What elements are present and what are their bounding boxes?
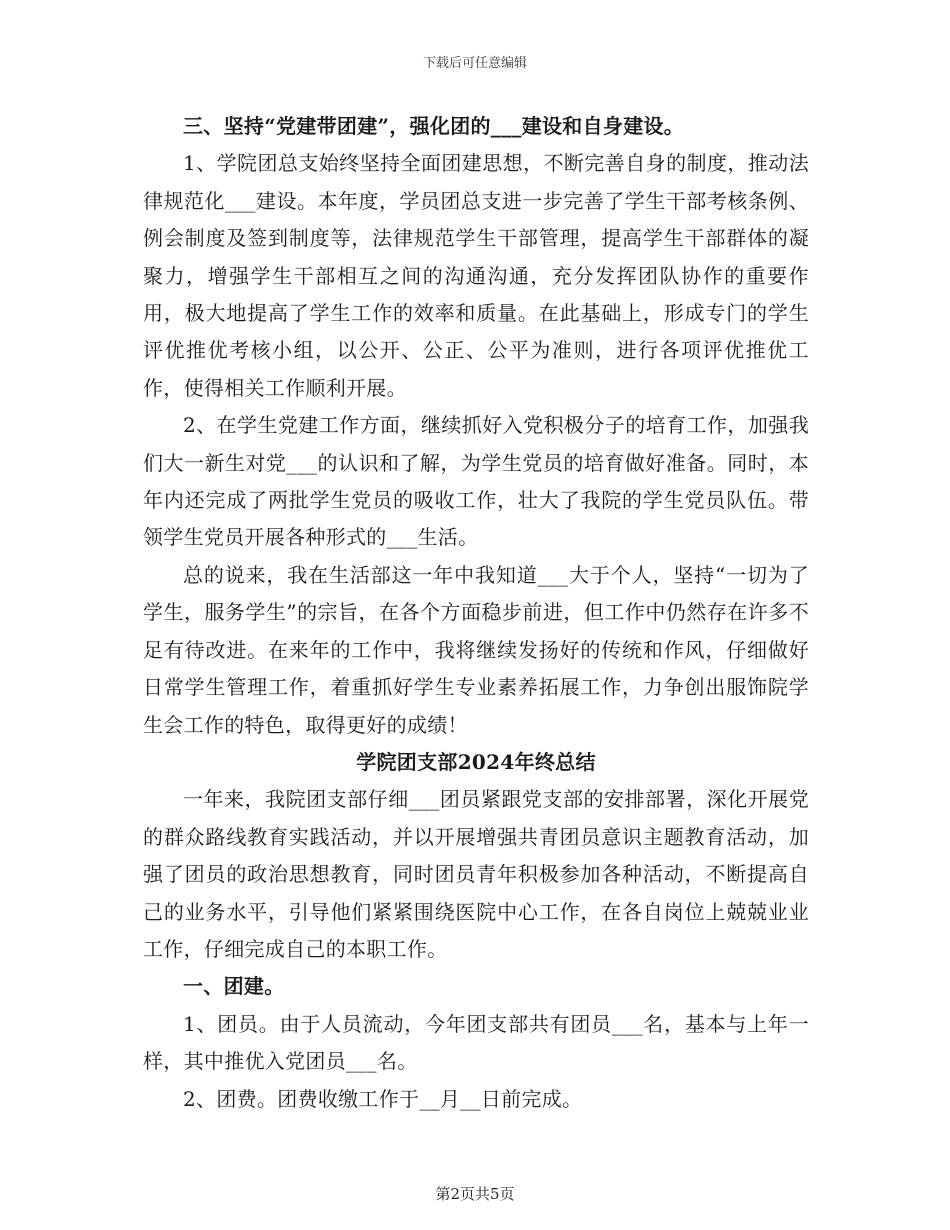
document-body xyxy=(143,108,809,1118)
subheading-tuanjian: 一、团建。 xyxy=(183,974,285,999)
paragraph-5: 1、团员。由于人员流动，今年团支部共有团员___名，基本与上年一样，其中推优入党团员___名。 xyxy=(143,1011,809,1074)
paragraph-2: 2、在学生党建工作方面，继续抓好入党积极分子的培育工作，加强我们大一新生对党___的认识和了解，为学生党员的培育做好准备。同时，本年内还完成了两批学生党员的吸收工作，壮大了我院的学生党员队伍。带领学生党员开展各种形式的___生活。 xyxy=(143,413,809,550)
paragraph-6: 2、团费。团费收缴工作于__月__日前完成。 xyxy=(183,1086,583,1111)
page-header: 下载后可任意编辑 xyxy=(422,56,527,71)
paragraph-1: 1、学院团总支始终坚持全面团建思想，不断完善自身的制度，推动法律规范化___建设。本年度，学员团总支进一步完善了学生干部考核条例、例会制度及签到制度等，法律规范学生干部管理，提高学生干部群体的凝聚力，增强学生干部相互之间的沟通沟通，充分发挥团队协作的重要作用，极大地提高了学生工作的效率和质量。在此基础上，形成专门的学生评优推优考核小组，以公开、公正、公平为准则，进行各项评优推优工作，使得相关工作顺利开展。 xyxy=(143,151,809,400)
document-title: 学院团支部2024年终总结 xyxy=(356,749,596,774)
paragraph-3: 总的说来，我在生活部这一年中我知道___大于个人，坚持“一切为了学生，服务学生”的宗旨，在各个方面稳步前进，但工作中仍然存在许多不足有待改进。在来年的工作中，我将继续发扬好的传统和作风，仔细做好日常学生管理工作，着重抓好学生专业素养拓展工作，力争创出服饰院学生会工作的特色，取得更好的成绩！ xyxy=(143,562,809,737)
section-heading: 三、坚持“党建带团建”，强化团的___建设和自身建设。 xyxy=(183,114,685,138)
paragraph-4: 一年来，我院团支部仔细___团员紧跟党支部的安排部署，深化开展党的群众路线教育实践活动，并以开展增强共青团员意识主题教育活动，加强了团员的政治思想教育，同时团员青年积极参加各种活动，不断提高自己的业务水平，引导他们紧紧围绕医院中心工作，在各自岗位上兢兢业业工作，仔细完成自己的本职工作。 xyxy=(143,787,809,961)
page-number: 第2页共5页 xyxy=(435,1185,515,1203)
